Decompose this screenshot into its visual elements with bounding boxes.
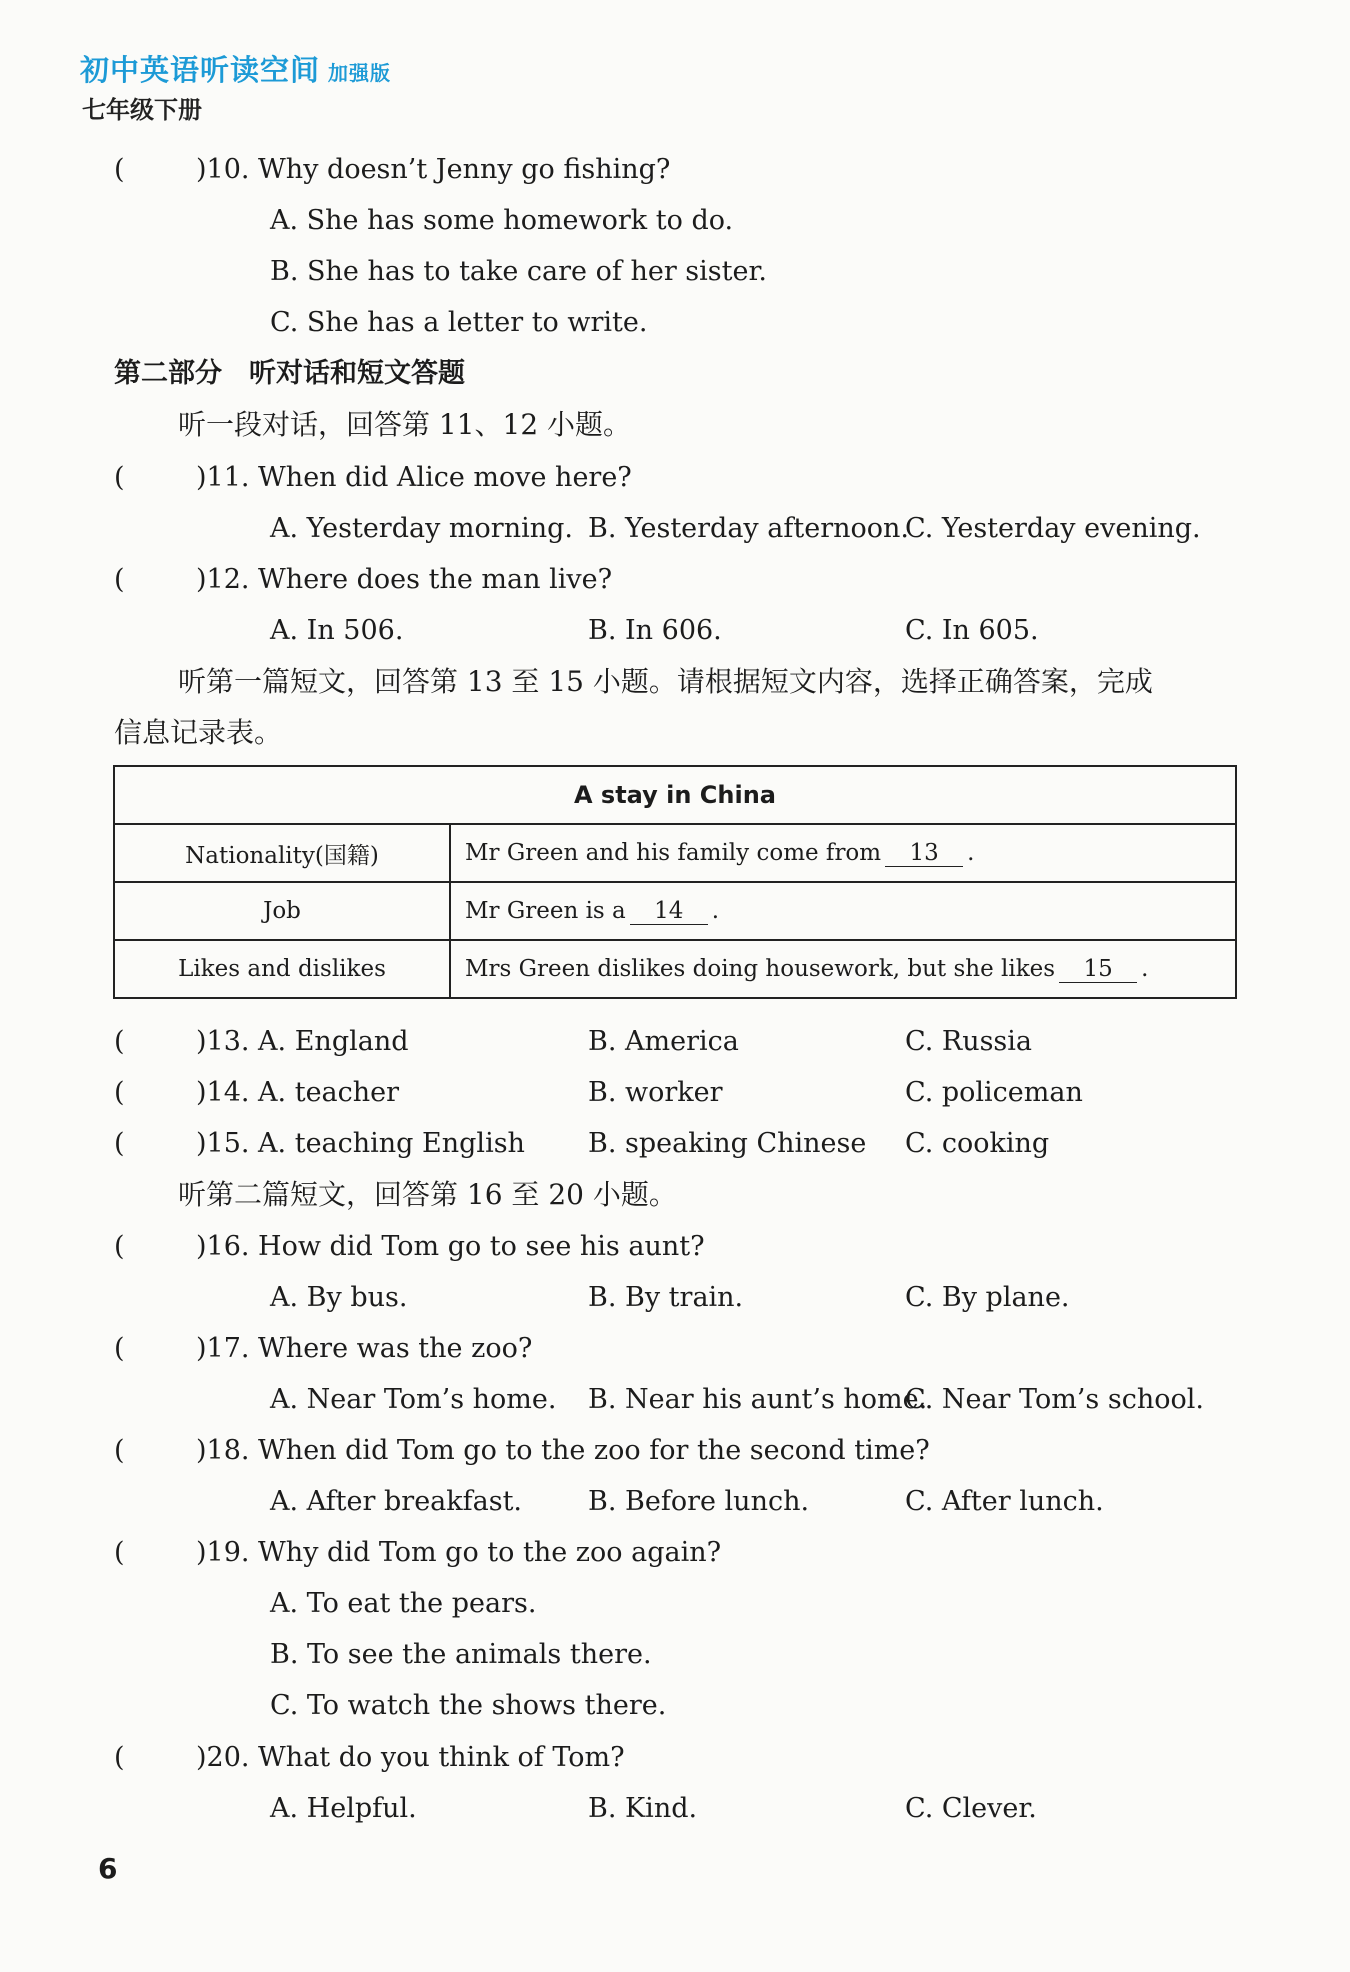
answer-paren: ( [114, 1026, 125, 1057]
question-text: )10. Why doesn’t Jenny go fishing? [196, 154, 671, 185]
question-text: )13. A. England [196, 1026, 409, 1057]
option-b: B. Near his aunt’s home. [588, 1384, 928, 1415]
cell-punct: . [1141, 955, 1149, 982]
option-b: B. By train. [588, 1282, 744, 1313]
answer-paren: ( [114, 154, 125, 185]
answer-paren: ( [114, 1742, 125, 1773]
instruction-text: 听一段对话，回答第 11、12 小题。 [178, 408, 632, 441]
option-b: B. America [588, 1026, 739, 1057]
grade-label: 七年级下册 [82, 96, 202, 124]
table-cell [450, 824, 1236, 882]
option-b: B. Before lunch. [588, 1486, 810, 1517]
option-c: C. She has a letter to write. [270, 307, 648, 338]
question-text: )17. Where was the zoo? [196, 1333, 533, 1364]
question-text: )11. When did Alice move here? [196, 462, 632, 493]
option-a: A. Yesterday morning. [270, 513, 573, 544]
answer-paren: ( [114, 1231, 125, 1262]
question-text: )16. How did Tom go to see his aunt? [196, 1231, 705, 1262]
option-b: B. Kind. [588, 1793, 698, 1824]
option-c: C. By plane. [905, 1282, 1070, 1313]
option-c: C. Clever. [905, 1793, 1037, 1824]
table-label: Likes and dislikes [114, 940, 450, 998]
question-text: )12. Where does the man live? [196, 564, 613, 595]
option-c: C. In 605. [905, 615, 1039, 646]
cell-text: Mr Green is a [465, 897, 626, 924]
table-cell [450, 882, 1236, 940]
section-heading: 第二部分 听对话和短文答题 [114, 358, 465, 389]
option-a: A. To eat the pears. [270, 1588, 537, 1619]
option-c: C. policeman [905, 1077, 1083, 1108]
question-text: )18. When did Tom go to the zoo for the second time? [196, 1435, 930, 1466]
info-record-table [113, 765, 1237, 999]
answer-paren: ( [114, 1333, 125, 1364]
option-c: C. Near Tom’s school. [905, 1384, 1204, 1415]
cell-punct: . [711, 897, 720, 924]
option-a: A. After breakfast. [270, 1486, 523, 1517]
cell-text: Mr Green and his family come from [465, 839, 882, 866]
option-b: B. In 606. [588, 615, 722, 646]
instruction-text: 听第二篇短文，回答第 16 至 20 小题。 [178, 1178, 677, 1211]
option-b: B. Yesterday afternoon. [588, 513, 909, 544]
answer-paren: ( [114, 1537, 125, 1568]
table-title-row [114, 766, 1236, 824]
cell-text: Mrs Green dislikes doing housework, but she likes [465, 955, 1056, 982]
table-row [114, 824, 1236, 882]
blank-15: 15 [1059, 956, 1137, 983]
table-row [114, 940, 1236, 998]
book-series-title [80, 48, 391, 89]
option-b: B. worker [588, 1077, 723, 1108]
option-c: C. Yesterday evening. [905, 513, 1201, 544]
question-text: )20. What do you think of Tom? [196, 1742, 625, 1773]
option-a: A. By bus. [270, 1282, 408, 1313]
instruction-text: 听第一篇短文，回答第 13 至 15 小题。请根据短文内容，选择正确答案，完成 [178, 665, 1153, 698]
cell-punct: . [967, 839, 975, 866]
blank-13: 13 [885, 840, 963, 867]
answer-paren: ( [114, 1077, 125, 1108]
edition-label: 加强版 [328, 61, 392, 85]
option-a: A. She has some homework to do. [270, 205, 734, 236]
option-b: B. She has to take care of her sister. [270, 256, 768, 287]
table-title: A stay in China [114, 766, 1236, 824]
question-text: )14. A. teacher [196, 1077, 400, 1108]
table-label: Nationality(国籍) [114, 824, 450, 882]
option-a: A. Helpful. [270, 1793, 417, 1824]
option-a: A. Near Tom’s home. [270, 1384, 557, 1415]
series-name: 初中英语听读空间 [80, 53, 321, 87]
option-c: C. cooking [905, 1128, 1050, 1159]
option-c: C. After lunch. [905, 1486, 1104, 1517]
answer-paren: ( [114, 1435, 125, 1466]
blank-14: 14 [630, 898, 708, 925]
option-a: A. In 506. [270, 615, 404, 646]
answer-paren: ( [114, 564, 125, 595]
question-text: )19. Why did Tom go to the zoo again? [196, 1537, 722, 1568]
table-cell [450, 940, 1236, 998]
answer-paren: ( [114, 1128, 125, 1159]
option-b: B. To see the animals there. [270, 1639, 652, 1670]
page-number: 6 [98, 1852, 118, 1885]
option-c: C. To watch the shows there. [270, 1690, 667, 1721]
table-label: Job [114, 882, 450, 940]
question-text: )15. A. teaching English [196, 1128, 525, 1159]
instruction-text-continued: 信息记录表。 [114, 716, 283, 749]
table-row [114, 882, 1236, 940]
option-b: B. speaking Chinese [588, 1128, 867, 1159]
option-c: C. Russia [905, 1026, 1033, 1057]
answer-paren: ( [114, 462, 125, 493]
